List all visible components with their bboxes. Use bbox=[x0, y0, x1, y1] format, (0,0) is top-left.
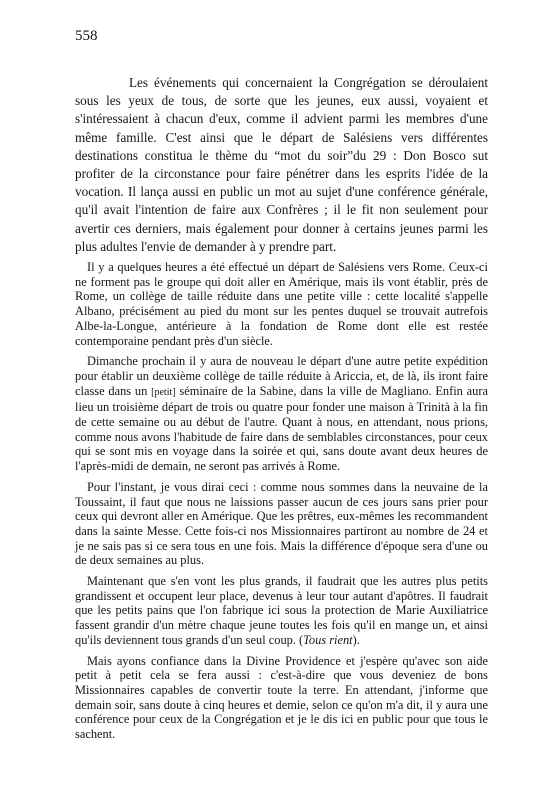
editorial-insertion: [petit] bbox=[151, 386, 176, 398]
speech-paragraph-4-end: ). bbox=[352, 632, 360, 647]
intro-paragraph: Les événements qui concernaient la Congrégation se déroulaient sous les yeux de tous, de sorte que les jeunes, eux aussi, voyaient et s'intéressaient à chacun d'eux, comme il advient parmi les membres d'une même famille. C'est ainsi que le départ de Salésiens vers différentes destinations constitua le thème du “mot du soir”du 29 : Don Bosco sut profiter de la circonstance pour faire pénétrer dans les esprits l'idée de la vocation. Il lança aussi en public un mot au sujet d'une conférence générale, qu'il avait l'intention de faire aux Confrères ; il le fit non seulement pour avertir ces derniers, mais également pour donner à certains jeunes parmi les plus adultes l'envie de demander à y prendre part. bbox=[75, 75, 488, 254]
speech-text bbox=[75, 260, 488, 748]
page-number: 558 bbox=[75, 28, 98, 44]
speech-paragraph-4-start: Maintenant que s'en vont les plus grands, il faudrait que les autres plus petits grandissent et occupent leur place, devenus à leur tour autant d'apôtres. Il faudrait que les petits pains que l'on fabrique ici sous la protection de Marie Auxiliatrice fassent grandir d'un mètre chaque jeune toutes les fois qu'il en mange un, et ainsi qu'ils deviennent tous grands d'un seul coup. ( bbox=[75, 574, 488, 647]
speech-paragraph-2-end: séminaire de la Sabine, dans la ville de Magliano. Enfin aura lieu un troisième départ de trois ou quatre pour fonder une maison à Trinità à la fin de cette semaine ou au début de l'autre. Quant à nous, en attendant, nous prions, comme nous avons l'habitude de faire dans de semblables circonstances, pour ceux qui se sont mis en voyage dans la soirée et qui, sans doute avant deux heures de l'après-midi de demain, ne seront pas arrivés à Rome. bbox=[75, 383, 488, 474]
speech-paragraph-1: Il y a quelques heures a été effectué un départ de Salésiens vers Rome. Ceux-ci ne forment pas le groupe qui doit aller en Amérique, mais ils vont établir, près de Rome, un collège de taille réduite dans une petite ville : cette localité s'appelle Albano, précisément au pied du mont sur les pentes duquel se trouvait autrefois Albe-la-Longue, antérieure à la fondation de Rome dont elle est restée contemporaine pendant près d'un siècle. bbox=[75, 260, 488, 348]
speech-paragraph-3: Pour l'instant, je vous dirai ceci : comme nous sommes dans la neuvaine de la Toussaint, il faut que nous ne laissions passer aucun de ces jours sans prier pour ceux qui devront aller en Amérique. Que les prêtres, eux-mêmes les recommandent dans la sainte Messe. Cette fois-ci nos Missionnaires partiront au nombre de 24 et je ne sais pas si ce sera tous en une fois. Mais la différence d'époque sera d'une ou de deux semaines au plus. bbox=[75, 479, 488, 568]
speech-paragraph-2 bbox=[75, 354, 488, 474]
speech-paragraph-4 bbox=[75, 574, 488, 648]
speech-paragraph-2-start: Dimanche prochain il y aura de nouveau le départ d'une autre petite expédition pour établir un deuxième collège de taille réduite à Ariccia, et, de là, ils iront faire classe dans un bbox=[75, 354, 488, 398]
stage-direction: Tous rient bbox=[303, 632, 353, 647]
speech-paragraph-5: Mais ayons confiance dans la Divine Providence et j'espère qu'avec son aide petit à petit cela se fera aussi : c'est-à-dire que vous deveniez de bons Missionnaires capables de convertir toute la terre. En attendant, j'informe que demain soir, sans doute à cinq heures et demie, selon ce qu'on m'a dit, il y aura une conférence pour ceux de la Congrégation et je le dis ici en public pour que tous le sachent. bbox=[75, 653, 488, 742]
